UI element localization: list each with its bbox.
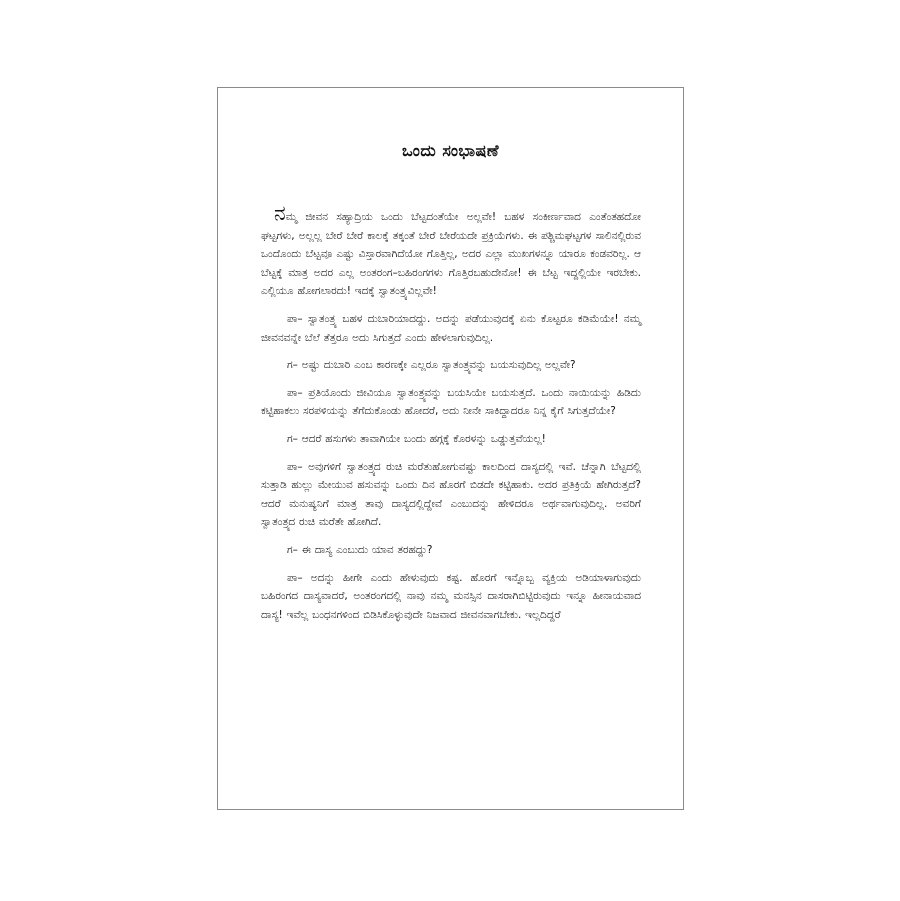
paragraph-dialogue: ಪಾ– ಅದನ್ನು ಹೀಗೇ ಎಂದು ಹೇಳುವುದು ಕಷ್ಟ. ಹೊರಗೆ ಇನ್ನೊಬ್ಬ ವ್ಯಕ್ತಿಯ ಅಡಿಯಾಳಾಗುವುದು ಬಹಿರಂಗದ ದಾಸ್ಯವಾದರೆ, ಅಂತರಂಗದಲ್ಲಿ ನಾವು ನಮ್ಮ ಮನಸ್ಸಿನ ದಾಸರಾಗಿಬಿಟ್ಟಿರುವುದು ಇನ್ನೂ ಹೀನಾಯವಾದ ದಾಸ್ಯ! ಇವೆಲ್ಲ ಬಂಧನಗಳಿಂದ ಬಿಡಿಸಿಕೊಳ್ಳುವುದೇ ನಿಜವಾದ ಜೀವನವಾಗಬೇಕು. ಇಲ್ಲದಿದ್ದರೆ [261,571,641,621]
drop-cap: ನ [274,201,286,225]
page-title: ಒಂದು ಸಂಭಾಷಣೆ [401,141,500,160]
paragraph-intro [261,201,641,301]
paragraph-dialogue: ಗ– ಆದರೆ ಹಸುಗಳು ತಾವಾಗಿಯೇ ಬಂದು ಹಗ್ಗಕ್ಕೆ ಕೊರಳನ್ನು ಒಡ್ಡುತ್ತವೆಯಲ್ಲ! [287,432,546,445]
book-page [217,87,684,810]
paragraph-dialogue: ಗ– ಈ ದಾಸ್ಯ ಎಂಬುದು ಯಾವ ತರಹದ್ದು? [287,543,433,556]
body-text [261,201,641,633]
paragraph-dialogue: ಪಾ– ಪ್ರತಿಯೊಂದು ಜೀವಿಯೂ ಸ್ವಾತಂತ್ರ್ಯವನ್ನು ಬಯಸಿಯೇ ಬಯಸುತ್ತದೆ. ಒಂದು ನಾಯಿಯನ್ನು ಹಿಡಿದು ಕಟ್ಟಿಹಾಕಲು ಸರಪಳಿಯನ್ನು ತೆಗೆದುಕೊಂಡು ಹೋದರೆ, ಅದು ನೀನೇ ಸಾಕಿದ್ದಾದರೂ ನಿನ್ನ ಕೈಗೆ ಸಿಗುತ್ತದೆಯೇ? [261,386,641,418]
paragraph-text: ಮ್ಮ ಜೀವನ ಸಹ್ಯಾದ್ರಿಯ ಒಂದು ಬೆಟ್ಟದಂತೆಯೇ ಅಲ್ಲವೇ! ಬಹಳ ಸಂಕೀರ್ಣವಾದ ಎಂತೆಂತಹದೋ ಘಟ್ಟಗಳು, ಅಲ್ಲಲ್ಲ ಬೇರೆ ಬೇರೆ ಕಾಲಕ್ಕೆ ತಕ್ಕಂತೆ ಬೇರೆ ಬೇರೆಯದೇ ಪ್ರಕ್ರಿಯೆಗಳು. ಈ ಪಶ್ಚಿಮಘಟ್ಟಗಳ ಸಾಲಿನಲ್ಲಿರುವ ಒಂದೊಂದು ಬೆಟ್ಟವೂ ಎಷ್ಟು ವಿಸ್ತಾರವಾಗಿದೆಯೋ ಗೊತ್ತಿಲ್ಲ, ಅದರ ಎಲ್ಲಾ ಮುಖಗಳನ್ನೂ ಯಾರೂ ಕಂಡವರಿಲ್ಲ. ಆ ಬೆಟ್ಟಕ್ಕೆ ಮಾತ್ರ ಅದರ ಎಲ್ಲ ಅಂತರಂಗ–ಬಹಿರಂಗಗಳು ಗೊತ್ತಿರಬಹುದೇನೋ! ಈ ಬೆಟ್ಟ ಇದ್ದಲ್ಲಿಯೇ ಇರಬೇಕು. ಎಲ್ಲಿಯೂ ಹೋಗಲಾರದು! ಇದಕ್ಕೆ ಸ್ವಾತಂತ್ರ್ಯವಿಲ್ಲವೇ! [261,211,641,298]
paragraph-dialogue: ಪಾ– ಸ್ವಾತಂತ್ರ್ಯ ಬಹಳ ದುಬಾರಿಯಾದದ್ದು. ಅದನ್ನು ಪಡೆಯುವುದಕ್ಕೆ ಏನು ಕೊಟ್ಟರೂ ಕಡಿಮೆಯೇ! ನಮ್ಮ ಜೀವನವನ್ನೇ ಬೆಲೆ ತೆತ್ತರೂ ಅದು ಸಿಗುತ್ತದೆ ಎಂದು ಹೇಳಲಾಗುವುದಿಲ್ಲ. [261,312,641,344]
paragraph-dialogue: ಪಾ– ಅವುಗಳಿಗೆ ಸ್ವಾತಂತ್ರ್ಯದ ರುಚಿ ಮರೆತುಹೋಗುವಷ್ಟು ಕಾಲದಿಂದ ದಾಸ್ಯದಲ್ಲಿ ಇವೆ. ಚೆನ್ನಾಗಿ ಬೆಟ್ಟದಲ್ಲಿ ಸುತ್ತಾಡಿ ಹುಲ್ಲು ಮೇಯುವ ಹಸುವನ್ನು ಒಂದು ದಿನ ಹೊರಗೆ ಬಿಡದೇ ಕಟ್ಟಿಹಾಕು. ಅದರ ಪ್ರತಿಕ್ರಿಯೆ ಹೇಗಿರುತ್ತದೆ? ಆದರೆ ಮನುಷ್ಯನಿಗೆ ಮಾತ್ರ ತಾವು ದಾಸ್ಯದಲ್ಲಿದ್ದೇವೆ ಎಂಬುದನ್ನು ಹೇಳಿದರೂ ಅರ್ಥವಾಗುವುದಿಲ್ಲ. ಅವರಿಗೆ ಸ್ವಾತಂತ್ರ್ಯದ ರುಚಿ ಮರೆತೇ ಹೋಗಿದೆ. [261,460,641,529]
paragraph-dialogue: ಗ– ಅಷ್ಟು ದುಬಾರಿ ಎಂಬ ಕಾರಣಕ್ಕೇ ಎಲ್ಲರೂ ಸ್ವಾತಂತ್ರ್ಯವನ್ನು ಬಯಸುವುದಿಲ್ಲ ಅಲ್ಲವೇ? [287,359,576,372]
